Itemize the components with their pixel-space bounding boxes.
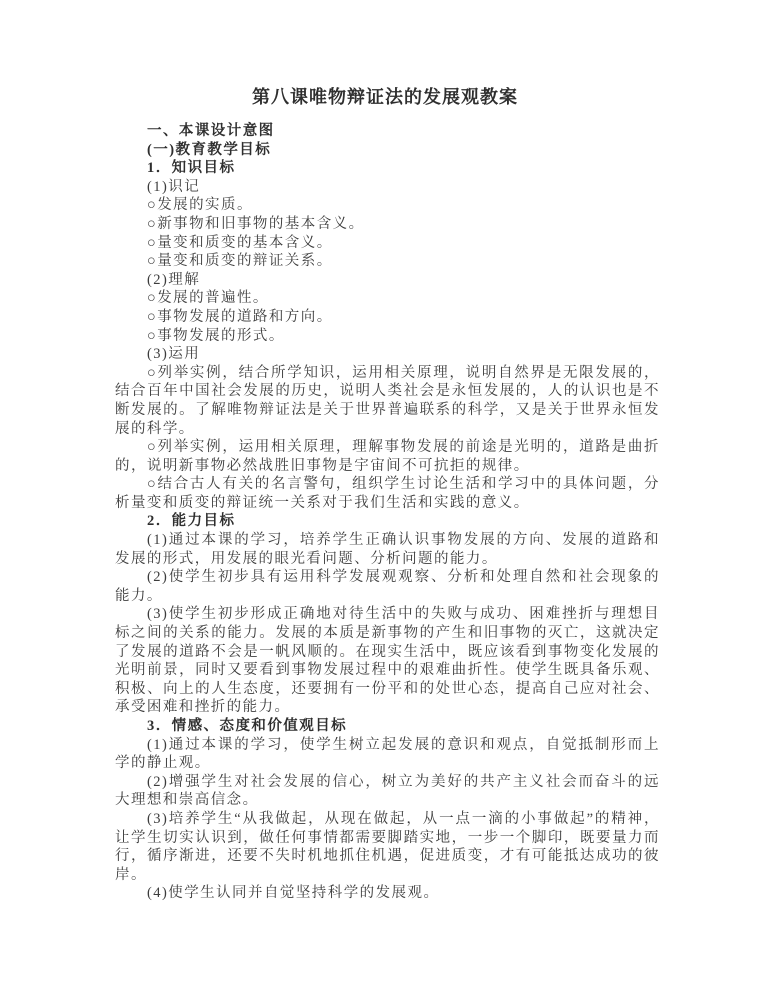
list-label-understand: (2)理解 [147, 271, 201, 288]
list-label-memorize: (1)识记 [147, 178, 201, 195]
bullet-item: ○发展的普遍性。 [147, 290, 269, 307]
bullet-item: ○列举实例，结合所学知识，运用相关原理，说明自然界是无限发展的，结合百年中国社会发展的历史，说明人类社会是永恒发展的，人的认识也是不断发展的。了解唯物辩证法是关于世界普遍联系的科学，又是关于世界永恒发展的科学。 [115, 364, 660, 437]
bullet-item: ○新事物和旧事物的基本含义。 [147, 215, 365, 232]
body-paragraph: (1)通过本课的学习，培养学生正确认识事物发展的方向、发展的道路和发展的形式，用发展的眼光看问题、分析问题的能力。 [115, 532, 660, 567]
bullet-item: ○事物发展的道路和方向。 [147, 308, 333, 325]
bullet-item: ○量变和质变的辩证关系。 [147, 253, 333, 270]
section-heading-design-intent: 一、本课设计意图 [147, 123, 275, 139]
subsection-heading-edu-teaching-goals: (一)教育教学目标 [147, 141, 272, 158]
body-paragraph: (2)使学生初步具有运用科学发展观观察、分析和处理自然和社会现象的能力。 [115, 569, 660, 604]
bullet-item: ○事物发展的形式。 [147, 327, 285, 344]
list-label-apply: (3)运用 [147, 346, 201, 363]
body-paragraph: (4)使学生认同并自觉坚持科学的发展观。 [147, 885, 440, 902]
subsection-heading-ability-goals: 2．能力目标 [147, 513, 236, 530]
body-paragraph: (3)培养学生“从我做起，从现在做起，从一点一滴的小事做起”的精神，让学生切实认识到，做任何事情都需要脚踏实地，一步一个脚印，既要量力而行，循序渐进，还要不失时机地抓住机遇，促进质变，才有可能抵达成功的彼岸。 [115, 810, 660, 883]
body-paragraph: (2)增强学生对社会发展的信心，树立为美好的共产主义社会而奋斗的远大理想和崇高信念。 [115, 773, 660, 809]
bullet-item: ○结合古人有关的名言警句，组织学生讨论生活和学习中的具体问题，分析量变和质变的辩证统一关系对于我们生活和实践的意义。 [115, 476, 660, 511]
bullet-item: ○发展的实质。 [147, 197, 253, 214]
bullet-item: ○量变和质变的基本含义。 [147, 234, 333, 251]
subsection-heading-emotion-attitude-values-goals: 3．情感、态度和价值观目标 [147, 718, 348, 734]
body-paragraph: (1)通过本课的学习，使学生树立起发展的意识和观点，自觉抵制形而上学的静止观。 [115, 736, 660, 772]
document-body [115, 122, 660, 903]
body-paragraph: (3)使学生初步形成正确地对待生活中的失败与成功、困难挫折与理想目标之间的关系的能力。发展的本质是新事物的产生和旧事物的灭亡，这就决定了发展的道路不会是一帆风顺的。在现实生活中，既应该看到事物变化发展的光明前景，同时又要看到事物发展过程中的艰难曲折性。使学生既具备乐观、积极、向上的人生态度，还要拥有一份平和的处世心态，提高自己应对社会、承受困难和挫折的能力。 [115, 606, 660, 716]
bullet-item: ○列举实例，运用相关原理，理解事物发展的前途是光明的，道路是曲折的，说明新事物必然战胜旧事物是宇宙间不可抗拒的规律。 [115, 439, 660, 474]
subsection-heading-knowledge-goals: 1．知识目标 [147, 160, 236, 177]
page-title: 第八课唯物辩证法的发展观教案 [252, 87, 518, 107]
